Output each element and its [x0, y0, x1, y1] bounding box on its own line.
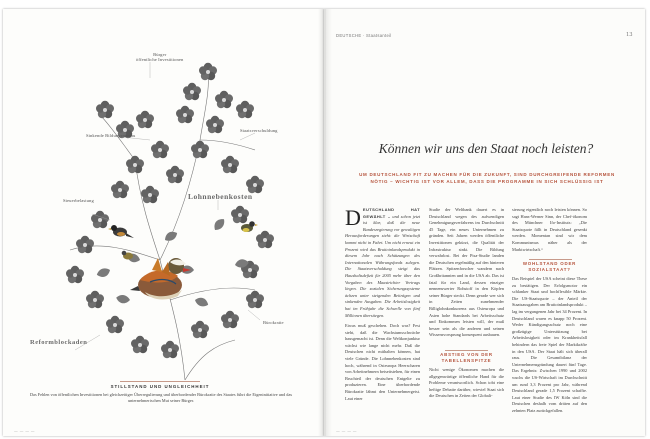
label-buerokratie: Bürokratie — [263, 320, 284, 325]
text-column-3-cont — [512, 276, 587, 424]
caption-text: Das Fehlen von öffentlichen Investitionen bei gleichzeitiger Überregulierung und überbordender Bürokratie des Staates führt die Eigeninitiative und das unternehmerischen Mut seiner Bürger. — [29, 392, 293, 403]
bird-left — [108, 225, 134, 238]
bird-small — [122, 251, 133, 260]
subhead-abstieg: ABSTIEG VON DER TABELLENSPITZE — [440, 352, 493, 363]
mandarin-duck — [130, 258, 191, 299]
right-footer: — — — — — [336, 428, 357, 433]
caption-title: STILLSTAND UND UNGLEICHHEIT — [110, 384, 210, 389]
lead-in: EUTSCHLAND HAT GEWÄHLT – — [362, 207, 420, 219]
drop-cap: D — [345, 205, 361, 230]
subhead-rule — [445, 350, 488, 351]
body-paragraph: sierung eigentlich noch leisten können. So sagt Hans-Werner Sinn, der Chef-ökonom des Münchner Ifo-Instituts: „Die Staatsquote fällt in Deutschland gesenkt werden. Momentan sind wir dem Kommunismus näher als der Marktwirtschaft.“ — [512, 207, 587, 252]
label-reformblockaden: Reformblockaden — [30, 339, 88, 346]
body-paragraph: Das Beispiel der USA scheint diese These zu bestätigen. Der Erfolgsmotor ein schlanker Staat und hochflexible Märkte. Die US-Staatsquote – der Anteil der Staatsausgaben am Bruttoinlandsprodukt – lag im vergangenen Jahr bei 34 Prozent. In Deutschland waren es knapp 50 Prozent. Weder Kündigungsschutz noch eine großzügige Unterstützung bei Arbeitslosigkeit oder im Krankheitsfall behindern das freie Spiel der Marktkräfte in den USA. Der Staat hält sich überall raus. Die Gesamtbilanz der Unternehmensgründung dauert fünf Tage. Das Ergebnis: Zwischen 1990 und 2002 wuchs die US-Wirtschaft im Durchschnitt um rund 3,3 Prozent pro Jahr, während Deutschland gerade 1,5 Prozent schaffte. Laut einer Studie des IW Köln sind die Deutschen deshalb vom dritten auf den zehnten Platz zurückgefallen. — [512, 276, 587, 413]
caption-rule — [120, 381, 200, 382]
intro-paragraph: und schon jetzt ist klar, daß die neue Bundesregierung vor gewaltigen Herausforderungen steht: die Wirtschaft kommt nicht in Fahrt. Um nicht erneut ein Prozent wird das Bruttoinlandsprodukt in diesem Jahr nach Schätzungen des Internationalen Währungsfonds zulegen. Die Staatsverschuldung steigt das Haushaltsdefizit für 2005 mehr über den Vorgaben des Maastrichter Vertrags liegen. Die sozialen Sicherungssysteme ächzen unter steigenden Beiträgen und sinkenden Ausgaben. Die Arbeitslosigkeit hat im Frühjahr die Schwelle von fünf Millionen überstiegen. — [345, 213, 420, 318]
label-oeffentliche-investitionen: Bürger öffentliche Investitionen — [136, 52, 184, 62]
text-column-1 — [345, 207, 420, 402]
text-column-2-cont — [429, 367, 504, 400]
label-steuerbelastung: Steuerbelastung — [63, 198, 94, 203]
label-staatsverschuldung: Staatsverschuldung — [240, 128, 278, 133]
body-paragraph: Nicht wenige Ökonomen machen die allgegenwärtige öffentliche Hand für die Probleme verantwortlich. Schon tobt eine heftige Debatte darüber, wieviel Staat sich die Deutschen in Zeiten der Globali- — [429, 367, 504, 399]
left-footer: — — — — — [14, 428, 35, 433]
body-paragraph: Studie der Weltbank dauert es in Deutschland wegen des aufwendigen Genehmigungsverfahrens im Durchschnitt 45 Tage, ein neues Unternehmen zu gründen. Seit Jahren werden öffentliche Investitionen gekürzt, die Qualität der Infrastruktur sinkt. Die Bildung verwahrlost. Bei der Pisa-Studie landen die Deutschen regelmäßig auf den hinteren Plätzen. Spitzenforscher wandern nach Großbritannien und in die USA ab. Das ist fatal für ein Land, dessen einziger nennenswerter Rohstoff in den Köpfen seiner Bürger steckt. Denn gerade wer sich in Zeiten zunehmender Billiglohnkonkurrenz aus Osteuropa und Asien hohe Standards bei Arbeitsschutz und Einkommen leisten will, der muß besser sein als die anderen und seinen Wissensvorsprung konsequent ausbauen. — [429, 207, 504, 338]
label-sinkende-bildungsniveau: Sinkende Bildungsniveau — [86, 133, 136, 138]
label-lohnnebenkosten: Lohnnebenkosten — [188, 192, 253, 201]
flower-1 — [199, 63, 217, 80]
subhead-wohlstand: WOHLSTAND ODER SOZIALSTAAT? — [522, 261, 577, 272]
article-deck: UM DEUTSCHLAND FIT ZU MACHEN FÜR DIE ZUKUNFT, SIND DURCHGREIFENDE REFORMEN NÖTIG – WICHTIG IST VOR ALLEM, DASS DIE PROGRAMME IN SICH SCHLÜSSIG IST — [359, 172, 615, 184]
running-head: DEUTSCHE · Staatsanteil — [336, 33, 392, 38]
page-number: 13 — [626, 32, 633, 38]
text-column-2 — [429, 207, 504, 339]
subhead-rule — [529, 259, 572, 260]
text-column-3 — [512, 207, 587, 253]
article-headline: Können wir uns den Staat noch leisten? — [378, 141, 594, 156]
body-paragraph: Etwas muß geschehen. Doch was? Fest steht, daß die Wachstumsschwäche hausgemacht ist. Denn die Weltkonjunktur wächst wie lange nicht mehr. Daß die Deutschen nicht mithalten können, hat viele Gründe. Die Lohnnebenkosten sind hoch, während in Osteuropa Heerscharen von Arbeitnehmern beiseitstehen, für einen Bruchteil der deutschen Entgelte zu produzieren. Eine überbordende Bürokratie lähmt den Unternehmergeist. Laut einer — [345, 323, 420, 401]
